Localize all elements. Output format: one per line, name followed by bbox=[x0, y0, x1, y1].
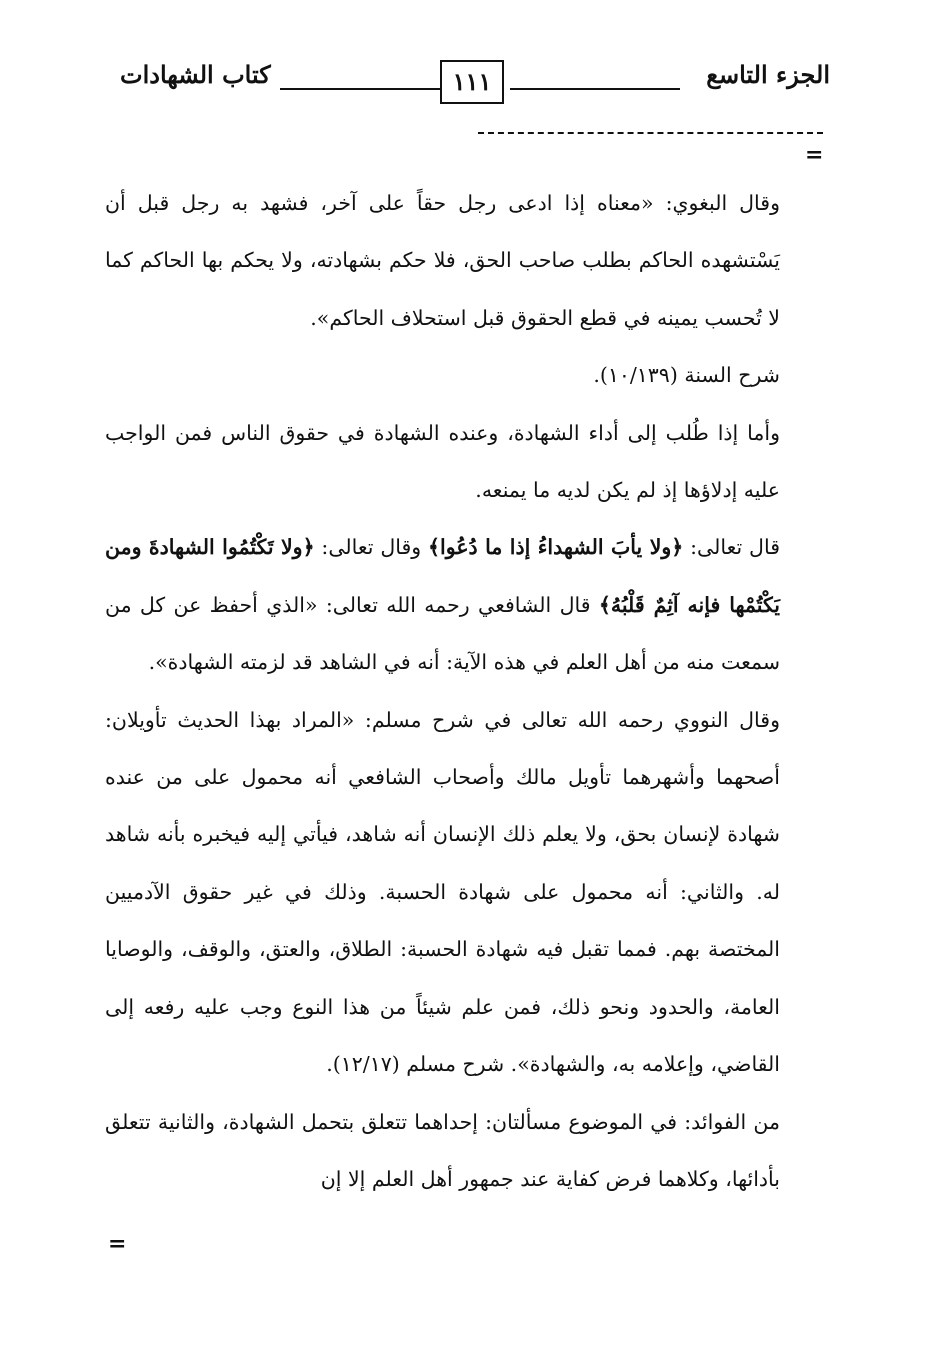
dashed-separator bbox=[478, 132, 823, 134]
quran-intro: قال تعالى: bbox=[683, 535, 780, 560]
quran-verse-2: ﴿ولا تَكْتُمُوا الشهادةَ ومن يَكْتُمْها فإنه آثِمٌ قَلْبُهُ﴾ bbox=[105, 535, 780, 617]
page-number: ١١١ bbox=[440, 60, 504, 104]
paragraph-benefits: من الفوائد: في الموضوع مسألتان: إحداهما تتعلق بتحمل الشهادة، والثانية تتعلق بأدائها، وكلاهما فرض كفاية عند جمهور أهل العلم إلا إن bbox=[105, 1109, 780, 1191]
paragraph-quran bbox=[105, 519, 780, 691]
paragraph-baghawi: وقال البغوي: «معناه إذا ادعى رجل حقاً على آخر، فشهد به رجل قبل أن يَسْتشهده الحاكم بطلب صاحب الحق، فلا حكم بشهادته، ولا يحكم بها الحاكم كما لا تُحسب يمينه في قطع الحقوق قبل استحلاف الحاكم». bbox=[105, 191, 780, 330]
running-header bbox=[110, 52, 830, 112]
paragraph-nawawi: وقال النووي رحمه الله تعالى في شرح مسلم: «المراد بهذا الحديث تأويلان: أصحهما وأشهرهما تأويل مالك وأصحاب الشافعي أنه محمول على من عنده شهادة لإنسان بحق، ولا يعلم ذلك الإنسان أنه شاهد، فيأتي إليه فيخبره بأنه شاهد له. والثاني: أنه محمول على شهادة الحسبة. وذلك في غير حقوق الآدميين المختصة بهم. فمما تقبل فيه شهادة الحسبة: الطلاق، والعتق، والوقف، والوصايا العامة، والحدود ونحو ذلك، فمن علم شيئاً من هذا النوع وجب عليه رفعه إلى القاضي، وإعلامه به، والشهادة». شرح مسلم (١٢/١٧). bbox=[105, 707, 780, 1077]
citation-sharh-sunnah: شرح السنة (١٠/١٣٩). bbox=[593, 363, 780, 388]
quran-connector: وقال تعالى: bbox=[314, 535, 429, 560]
volume-title: الجزء التاسع bbox=[706, 60, 830, 89]
paragraph-obligation: وأما إذا طُلب إلى أداء الشهادة، وعنده الشهادة في حقوق الناس فمن الواجب عليه إدلاؤها إذ لم يكن لديه ما يمنعه. bbox=[105, 420, 780, 503]
header-rule-left bbox=[280, 88, 440, 90]
continuation-mark-bottom: = bbox=[108, 1231, 127, 1257]
header-rule-right bbox=[510, 88, 680, 90]
shafii-quote: قال الشافعي رحمه الله تعالى: «الذي أحفظ عن كل من سمعت منه من أهل العلم في هذه الآية: أنه في الشاهد قد لزمته الشهادة». bbox=[105, 592, 780, 675]
continuation-mark-top: = bbox=[805, 142, 824, 168]
quran-verse-1: ﴿ولا يأبَ الشهداءُ إذا ما دُعُوا﴾ bbox=[428, 535, 684, 560]
body-text bbox=[105, 175, 780, 1208]
book-title: كتاب الشهادات bbox=[120, 60, 271, 89]
